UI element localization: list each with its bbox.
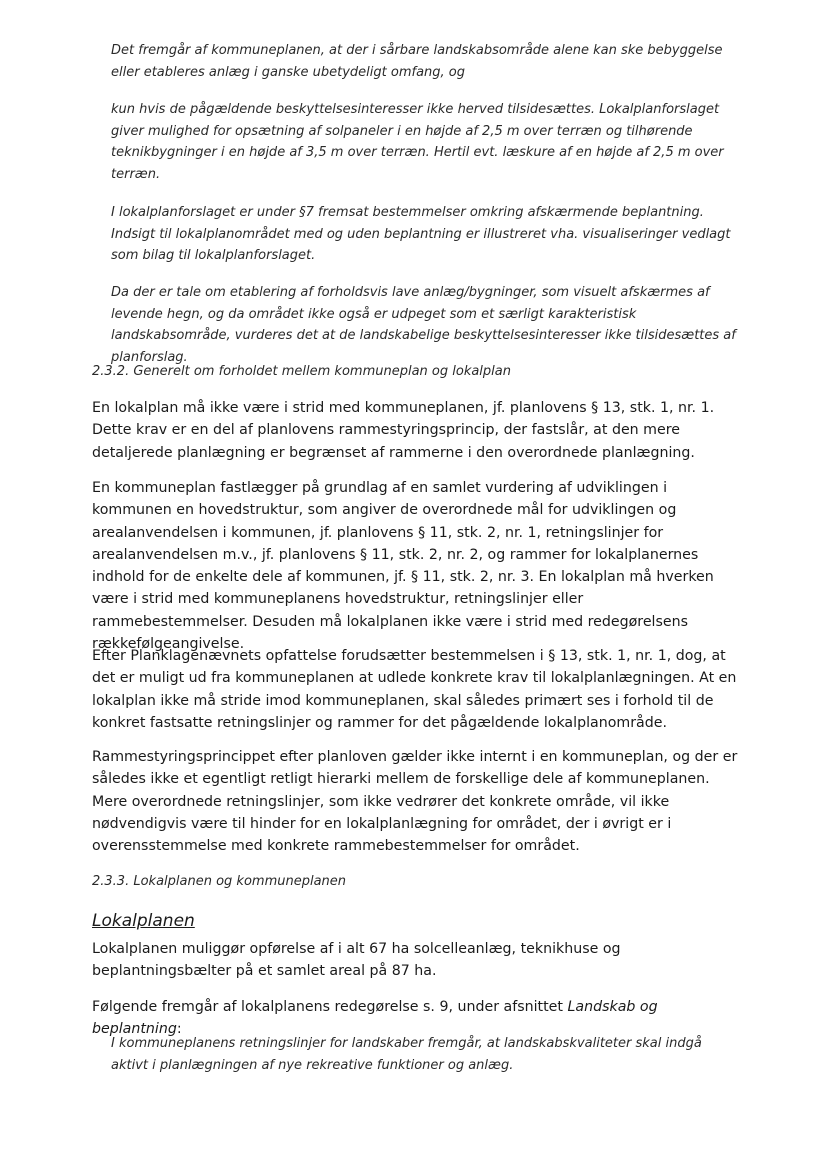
quote-paragraph-3: I lokalplanforslaget er under §7 fremsat bestemmelser omkring afskærmende beplantning. Indsigt til lokalplanområdet med og uden beplantning er illustreret vha. visualiseringer vedlagt som bilag til lokalplanforslaget. — [111, 205, 731, 263]
subsection-title-lokalplanen: Lokalplanen — [92, 911, 195, 931]
paragraph-6-prefix: Følgende fremgår af lokalplanens redegørelse s. 9, under afsnittet — [92, 999, 568, 1015]
quote-paragraph-2: kun hvis de pågældende beskyttelsesinteresser ikke herved tilsidesættes. Lokalplanforslaget giver mulighed for opsætning af solpaneler i en højde af 2,5 m over terræn og tilhørende teknikbygninger i en højde af 3,5 m over terræn. Hertil evt. læskure af en højde af 2,5 m over terræn. — [111, 102, 724, 182]
body-paragraph-2: En kommuneplan fastlægger på grundlag af en samlet vurdering af udviklingen i kommunen en hovedstruktur, som angiver de overordnede mål for udviklingen og arealanvendelsen i kommunen, jf. planlovens § 11, stk. 2, nr. 1, retningslinjer for arealanvendelsen m.v., jf. planlovens § 11, stk. 2, nr. 2, og rammer for lokalplanernes indhold for de enkelte dele af kommunen, jf. § 11, stk. 2, nr. 3. En lokalplan må hverken være i strid med kommuneplanens hovedstruktur, retningslinjer eller rammebestemmelser. Desuden må lokalplanen ikke være i strid med redegørelsens rækkefølgeangivelse. — [92, 480, 714, 653]
paragraph-6-italic-reference: Landskab og beplantning — [92, 999, 658, 1038]
quote-paragraph-1: Det fremgår af kommuneplanen, at der i sårbare landskabsområde alene kan ske bebyggelse eller etableres anlæg i ganske ubetydeligt omfang, og — [111, 43, 723, 80]
paragraph-6-suffix: : — [176, 1021, 182, 1038]
quote-paragraph-4: Da der er tale om etablering af forholdsvis lave anlæg/bygninger, som visuelt afskærmes af levende hegn, og da området ikke også er udpeget som et særligt karakteristisk landskabsområde, vurderes det at de landskabelige beskyttelsesinteresser ikke tilsidesættes af planforslag. — [111, 285, 736, 365]
section-heading-2-3-3: 2.3.3. Lokalplanen og kommuneplanen — [92, 874, 347, 889]
section-heading-2-3-2: 2.3.2. Generelt om forholdet mellem kommuneplan og lokalplan — [92, 364, 511, 379]
quote-paragraph-5: I kommuneplanens retningslinjer for landskaber fremgår, at landskabskvaliteter skal indgå aktivt i planlægningen af nye rekreative funktioner og anlæg. — [111, 1036, 702, 1073]
body-paragraph-3: Efter Planklagenævnets opfattelse forudsætter bestemmelsen i § 13, stk. 1, nr. 1, dog, at det er muligt ud fra kommuneplanen at udlede konkrete krav til lokalplanlægningen. At en lokalplan ikke må stride imod kommuneplanen, skal således primært ses i forhold til de konkret fastsatte retningslinjer og rammer for det pågældende lokalplanområde. — [92, 648, 737, 731]
body-paragraph-1: En lokalplan må ikke være i strid med kommuneplanen, jf. planlovens § 13, stk. 1, nr. 1. Dette krav er en del af planlovens rammestyringsprincip, der fastslår, at den mere detaljerede planlægning er begrænset af rammerne i den overordnede planlægning. — [92, 400, 715, 461]
body-paragraph-5: Lokalplanen muliggør opførelse af i alt 67 ha solcelleanlæg, teknikhuse og beplantningsbælter på et samlet areal på 87 ha. — [92, 941, 621, 980]
body-paragraph-4: Rammestyringsprincippet efter planloven gælder ikke internt i en kommuneplan, og der er således ikke et egentligt retligt hierarki mellem de forskellige dele af kommuneplanen. Mere overordnede retningslinjer, som ikke vedrører det konkrete område, vil ikke nødvendigvis være til hinder for en lokalplanlægning for området, der i øvrigt er i overensstemmelse med konkrete rammebestemmelser for området. — [92, 749, 738, 855]
